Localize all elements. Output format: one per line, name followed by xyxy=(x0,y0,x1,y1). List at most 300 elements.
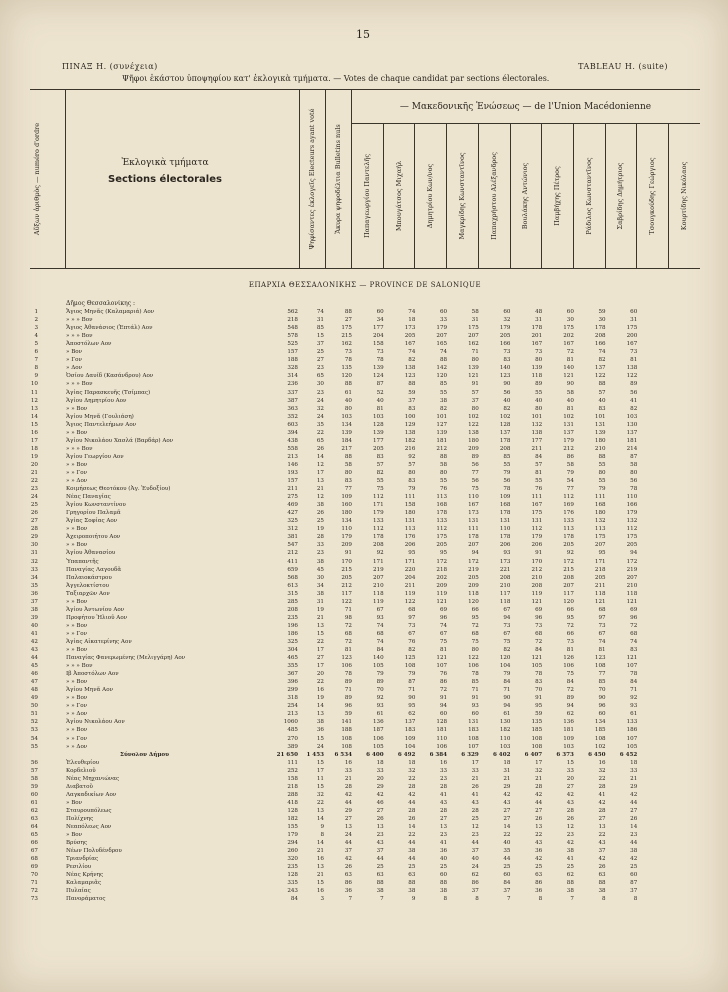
voters-cell: 128 xyxy=(287,872,298,879)
candidate-vote-cell: 123 xyxy=(341,655,352,662)
candidate-vote-cell: 55 xyxy=(598,478,606,485)
candidate-vote-cell: 119 xyxy=(436,590,448,597)
candidate-vote-cell: 42 xyxy=(630,856,638,863)
candidate-name-header: Δημητρίου Κων/νος xyxy=(426,163,435,229)
candidate-vote-cell: 80 xyxy=(344,405,352,412)
candidate-vote-cell: 32 xyxy=(408,767,416,774)
party-underline xyxy=(351,123,700,124)
candidate-vote-cell: 79 xyxy=(598,486,606,493)
candidate-vote-cell: 28 xyxy=(566,807,574,814)
invalid-cell: 12 xyxy=(316,461,324,468)
row-number: 59 xyxy=(30,783,38,790)
row-number: 53 xyxy=(30,727,38,734)
candidate-vote-cell: 120 xyxy=(499,655,511,662)
candidate-vote-cell: 210 xyxy=(594,445,606,452)
table-row xyxy=(30,549,700,557)
invalid-cell: 21 xyxy=(316,872,324,879)
candidate-vote-cell: 73 xyxy=(566,638,574,645)
candidate-vote-cell: 82 xyxy=(376,469,384,476)
voters-cell: 111 xyxy=(287,759,298,766)
candidate-vote-cell: 69 xyxy=(439,606,448,613)
candidate-vote-cell: 25 xyxy=(408,864,416,871)
candidate-vote-cell: 180 xyxy=(594,437,606,444)
candidate-vote-cell: 8 xyxy=(443,896,448,903)
row-number: 73 xyxy=(30,896,38,903)
voters-cell: 325 xyxy=(287,518,298,525)
candidate-vote-cell: 80 xyxy=(471,647,479,654)
candidate-vote-cell: 207 xyxy=(436,333,448,340)
row-number: 49 xyxy=(30,695,38,702)
section-name: » » Βον xyxy=(66,598,88,605)
candidate-vote-cell: 73 xyxy=(408,622,416,629)
voters-cell: 396 xyxy=(287,679,298,686)
candidate-vote-cell: 72 xyxy=(471,622,479,629)
candidate-vote-cell: 88 xyxy=(408,880,416,887)
candidate-vote-cell: 128 xyxy=(436,719,448,726)
candidate-vote-cell: 58 xyxy=(566,461,574,468)
candidate-vote-cell: 210 xyxy=(626,582,638,589)
candidate-vote-cell: 90 xyxy=(503,695,511,702)
row-number: 29 xyxy=(30,534,38,541)
section-name: » » » Βον xyxy=(66,381,93,388)
candidate-vote-cell: 23 xyxy=(471,832,479,839)
table-row xyxy=(30,485,700,493)
candidate-vote-cell: 74 xyxy=(376,622,384,629)
candidate-vote-cell: 131 xyxy=(468,719,479,726)
section-name: » » » Βον xyxy=(66,445,93,452)
candidate-vote-cell: 96 xyxy=(630,614,638,621)
row-number: 11 xyxy=(30,389,38,396)
voters-cell: 188 xyxy=(287,357,298,364)
candidate-vote-cell: 110 xyxy=(626,494,638,501)
candidate-vote-cell: 121 xyxy=(436,655,448,662)
candidate-vote-cell: 18 xyxy=(376,759,384,766)
candidate-vote-cell: 37 xyxy=(471,848,479,855)
candidate-vote-cell: 58 xyxy=(344,461,352,468)
candidate-vote-cell: 82 xyxy=(503,405,511,412)
section-name: » » Βον xyxy=(66,647,88,654)
row-number: 69 xyxy=(30,864,38,871)
voters-cell: 568 xyxy=(287,574,298,581)
candidate-vote-cell: 167 xyxy=(563,341,574,348)
candidate-vote-cell: 178 xyxy=(499,437,511,444)
candidate-vote-cell: 44 xyxy=(471,840,479,847)
candidate-vote-cell: 84 xyxy=(535,453,543,460)
candidate-vote-cell: 88 xyxy=(439,453,448,460)
table-subtitle: Ψῆφοι ἑκάστου ὑποψηφίου κατ' ἐκλογικὰ τμήματα. — Votes de chaque candidat par sections électorales. xyxy=(122,74,550,83)
candidate-vote-cell: 13 xyxy=(344,824,352,831)
candidate-vote-cell: 178 xyxy=(499,534,511,541)
candidate-vote-cell: 82 xyxy=(630,405,638,412)
row-number: 20 xyxy=(30,461,38,468)
candidate-vote-cell: 84 xyxy=(376,647,384,654)
candidate-vote-cell: 23 xyxy=(439,775,448,782)
candidate-vote-cell: 168 xyxy=(499,502,511,509)
candidate-vote-cell: 43 xyxy=(439,799,448,806)
column-divider xyxy=(325,90,326,268)
candidate-vote-cell: 55 xyxy=(439,389,448,396)
candidate-vote-cell: 37 xyxy=(471,397,479,404)
candidate-vote-cell: 162 xyxy=(468,341,479,348)
candidate-vote-cell: 63 xyxy=(376,872,384,879)
candidate-vote-cell: 60 xyxy=(439,872,448,879)
invalid-cell: 23 xyxy=(316,389,324,396)
candidate-vote-cell: 89 xyxy=(566,695,574,702)
candidate-vote-cell: 33 xyxy=(376,767,384,774)
candidate-vote-cell: 82 xyxy=(408,647,416,654)
voters-cell: 218 xyxy=(287,783,298,790)
voters-cell: 315 xyxy=(287,590,298,597)
candidate-vote-cell: 31 xyxy=(630,317,638,324)
candidate-vote-cell: 42 xyxy=(598,799,606,806)
voters-cell: 381 xyxy=(287,534,298,541)
candidate-vote-cell: 75 xyxy=(376,486,384,493)
section-name: Ἁγίας Σοφίας Αον xyxy=(66,518,118,525)
candidate-vote-cell: 135 xyxy=(341,365,352,372)
candidate-vote-cell: 48 xyxy=(535,309,543,316)
candidate-vote-cell: 110 xyxy=(499,735,511,742)
candidate-vote-cell: 55 xyxy=(535,389,543,396)
candidate-vote-cell: 60 xyxy=(503,309,511,316)
candidate-vote-cell: 110 xyxy=(436,735,448,742)
candidate-vote-cell: 108 xyxy=(531,743,543,750)
candidate-vote-cell: 158 xyxy=(404,502,416,509)
candidate-vote-cell: 102 xyxy=(563,413,574,420)
voters-cell: 328 xyxy=(287,365,298,372)
table-row xyxy=(30,453,700,461)
candidate-vote-cell: 60 xyxy=(598,711,606,718)
candidate-vote-cell: 77 xyxy=(344,486,352,493)
candidate-vote-cell: 181 xyxy=(563,727,574,734)
candidate-vote-cell: 80 xyxy=(408,469,416,476)
candidate-vote-cell: 97 xyxy=(598,614,606,621)
page-number: 15 xyxy=(356,28,370,41)
candidate-vote-cell: 31 xyxy=(503,767,511,774)
candidate-vote-cell: 131 xyxy=(563,421,574,428)
invalid-cell: 8 xyxy=(320,832,324,839)
candidate-vote-cell: 41 xyxy=(566,856,574,863)
candidate-vote-cell: 106 xyxy=(341,663,352,670)
section-name: Σταυρουπόλεως xyxy=(66,807,112,814)
voters-cell: 427 xyxy=(287,510,298,517)
section-name: Καλαμαριᾶς xyxy=(66,880,102,887)
candidate-vote-cell: 91 xyxy=(535,550,543,557)
candidate-vote-cell: 37 xyxy=(503,888,511,895)
candidate-vote-cell: 204 xyxy=(404,574,416,581)
candidate-vote-cell: 91 xyxy=(439,695,448,702)
section-name: » » Γον xyxy=(66,469,88,476)
section-name: Ἁγίου Νικολάου Αον xyxy=(66,719,125,726)
invalid-cell: 14 xyxy=(316,840,324,847)
candidate-vote-cell: 205 xyxy=(341,574,352,581)
section-name: Ἀγγελοκτίστου xyxy=(66,582,110,589)
candidate-vote-cell: 95 xyxy=(566,614,574,621)
candidate-vote-cell: 41 xyxy=(598,791,606,798)
section-name: Δῆμος Θεσσαλονίκης : xyxy=(66,300,136,307)
candidate-vote-cell: 68 xyxy=(535,630,543,637)
candidate-vote-cell: 141 xyxy=(341,719,352,726)
candidate-vote-cell: 183 xyxy=(404,727,416,734)
section-name: » » Βον xyxy=(66,429,88,436)
candidate-vote-cell: 106 xyxy=(373,735,384,742)
candidate-vote-cell: 180 xyxy=(468,437,479,444)
candidate-vote-cell: 67 xyxy=(439,630,448,637)
candidate-vote-cell: 13 xyxy=(439,824,448,831)
voters-cell: 394 xyxy=(287,429,298,436)
candidate-vote-cell: 85 xyxy=(439,381,448,388)
invalid-cell: 37 xyxy=(316,341,324,348)
candidate-vote-cell: 168 xyxy=(436,502,448,509)
row-number: 58 xyxy=(30,775,38,782)
section-name: Πολίχνης xyxy=(66,816,94,822)
candidate-vote-cell: 72 xyxy=(630,622,638,629)
voters-cell: 186 xyxy=(287,630,298,637)
section-name: » » Γον xyxy=(66,703,88,710)
candidate-vote-cell: 6 329 xyxy=(461,751,479,758)
candidate-vote-cell: 208 xyxy=(499,445,511,452)
table-row xyxy=(30,574,700,582)
candidate-vote-cell: 75 xyxy=(471,486,479,493)
row-number: 2 xyxy=(34,317,38,324)
invalid-cell: 45 xyxy=(316,566,324,573)
candidate-vote-cell: 122 xyxy=(594,373,606,380)
section-name: » » Βον xyxy=(66,542,88,549)
candidate-vote-cell: 68 xyxy=(376,630,384,637)
table-row xyxy=(30,461,700,469)
candidate-vote-cell: 25 xyxy=(439,864,448,871)
candidate-vote-cell: 16 xyxy=(598,759,606,766)
row-number: 45 xyxy=(30,663,38,670)
candidate-vote-cell: 40 xyxy=(503,397,511,404)
candidate-vote-cell: 165 xyxy=(436,341,448,348)
candidate-vote-cell: 207 xyxy=(373,574,384,581)
candidate-name-header: Μαγκρίδης Κωνσταντῖνος xyxy=(457,152,466,240)
candidate-vote-cell: 17 xyxy=(471,759,479,766)
candidate-vote-cell: 78 xyxy=(471,671,479,678)
section-name: » » Βον xyxy=(66,526,88,533)
candidate-vote-cell: 6 492 xyxy=(397,751,416,758)
invalid-cell: 38 xyxy=(316,719,324,726)
candidate-vote-cell: 109 xyxy=(341,494,352,501)
candidate-vote-cell: 209 xyxy=(468,445,479,452)
candidate-vote-cell: 128 xyxy=(373,421,384,428)
candidate-vote-cell: 171 xyxy=(373,502,384,509)
candidate-vote-cell: 75 xyxy=(471,638,479,645)
candidate-vote-cell: 37 xyxy=(408,397,416,404)
candidate-vote-cell: 209 xyxy=(468,582,479,589)
candidate-vote-cell: 58 xyxy=(566,389,574,396)
row-number: 17 xyxy=(30,437,38,444)
voters-cell: 603 xyxy=(287,421,298,428)
candidate-vote-cell: 78 xyxy=(630,486,638,493)
voters-cell: 196 xyxy=(287,622,298,629)
candidate-vote-cell: 62 xyxy=(566,872,574,879)
candidate-vote-cell: 91 xyxy=(471,381,479,388)
candidate-vote-cell: 82 xyxy=(503,647,511,654)
candidate-vote-cell: 88 xyxy=(376,880,384,887)
candidate-vote-cell: 122 xyxy=(468,421,479,428)
voters-cell: 318 xyxy=(287,695,298,702)
candidate-vote-cell: 112 xyxy=(626,526,638,533)
candidate-vote-cell: 107 xyxy=(468,743,479,750)
candidate-vote-cell: 6 400 xyxy=(366,751,384,758)
candidate-vote-cell: 221 xyxy=(499,566,511,573)
column-divider xyxy=(299,90,300,268)
candidate-vote-cell: 105 xyxy=(531,663,543,670)
candidate-vote-cell: 207 xyxy=(563,582,574,589)
candidate-vote-cell: 88 xyxy=(598,880,606,887)
table-row xyxy=(30,831,700,839)
candidate-vote-cell: 134 xyxy=(341,421,352,428)
row-number: 19 xyxy=(30,453,38,460)
candidate-vote-cell: 82 xyxy=(439,405,448,412)
section-name: Ὑπαπαντῆς xyxy=(66,558,99,565)
candidate-vote-cell: 81 xyxy=(598,647,606,654)
invalid-cell: 15 xyxy=(316,880,324,887)
section-name: » » Βον xyxy=(66,695,88,702)
candidate-vote-cell: 201 xyxy=(531,333,543,340)
row-number: 21 xyxy=(30,469,38,476)
table-row xyxy=(30,847,700,855)
candidate-vote-cell: 171 xyxy=(404,558,416,565)
candidate-vote-cell: 208 xyxy=(563,574,574,581)
candidate-vote-cell: 43 xyxy=(535,840,543,847)
candidate-vote-cell: 8 xyxy=(475,896,479,903)
candidate-vote-cell: 167 xyxy=(468,502,479,509)
candidate-vote-cell: 73 xyxy=(376,349,384,356)
invalid-cell: 19 xyxy=(316,695,324,702)
candidate-vote-cell: 220 xyxy=(404,566,416,573)
table-row xyxy=(30,614,700,622)
candidate-vote-cell: 172 xyxy=(468,558,479,565)
candidate-vote-cell: 76 xyxy=(439,671,448,678)
candidate-vote-cell: 207 xyxy=(626,574,638,581)
candidate-vote-cell: 80 xyxy=(535,405,543,412)
table-row xyxy=(30,558,700,566)
candidate-vote-cell: 37 xyxy=(630,888,638,895)
invalid-cell: 26 xyxy=(316,510,324,517)
candidate-column-divider xyxy=(510,123,511,268)
candidate-vote-cell: 25 xyxy=(376,864,384,871)
candidate-vote-cell: 175 xyxy=(594,534,606,541)
table-row xyxy=(30,308,700,316)
candidate-vote-cell: 56 xyxy=(503,389,511,396)
candidate-vote-cell: 121 xyxy=(594,598,606,605)
candidate-vote-cell: 18 xyxy=(408,759,416,766)
row-number: 68 xyxy=(30,856,38,863)
candidate-vote-cell: 108 xyxy=(404,663,416,670)
candidate-vote-cell: 167 xyxy=(531,502,543,509)
table-row xyxy=(30,759,700,767)
candidate-vote-cell: 72 xyxy=(535,638,543,645)
section-name: » » Γον xyxy=(66,735,88,742)
table-title-french: TABLEAU H. (suite) xyxy=(578,62,668,71)
table-row xyxy=(30,791,700,799)
candidate-vote-cell: 38 xyxy=(630,848,638,855)
candidate-vote-cell: 118 xyxy=(626,590,638,597)
candidate-vote-cell: 32 xyxy=(503,317,511,324)
candidate-vote-cell: 182 xyxy=(404,437,416,444)
candidate-vote-cell: 90 xyxy=(503,381,511,388)
candidate-vote-cell: 91 xyxy=(535,695,543,702)
candidate-vote-cell: 63 xyxy=(344,872,352,879)
candidate-vote-cell: 44 xyxy=(344,840,352,847)
candidate-vote-cell: 217 xyxy=(341,445,352,452)
voters-cell: 613 xyxy=(287,582,298,589)
invalid-cell: 15 xyxy=(316,630,324,637)
candidate-vote-cell: 118 xyxy=(373,590,384,597)
candidate-vote-cell: 87 xyxy=(630,453,638,460)
candidate-vote-cell: 36 xyxy=(535,888,543,895)
invalid-cell: 15 xyxy=(316,735,324,742)
candidate-vote-cell: 84 xyxy=(535,647,543,654)
candidate-vote-cell: 6 452 xyxy=(619,751,638,758)
row-number: 54 xyxy=(30,735,38,742)
invalid-cell: 32 xyxy=(316,405,324,412)
candidate-vote-cell: 121 xyxy=(468,373,479,380)
voters-cell: 548 xyxy=(287,325,298,332)
candidate-vote-cell: 104 xyxy=(404,743,416,750)
candidate-vote-cell: 38 xyxy=(408,888,416,895)
candidate-vote-cell: 208 xyxy=(531,582,543,589)
section-name: Πανοράματος xyxy=(66,896,106,903)
invalid-cell: 38 xyxy=(316,590,324,597)
candidate-vote-cell: 175 xyxy=(626,534,638,541)
candidate-vote-cell: 132 xyxy=(626,518,638,525)
voters-cell: 304 xyxy=(287,647,298,654)
candidate-vote-cell: 44 xyxy=(535,799,543,806)
section-name: Ἀποστόλων Αον xyxy=(66,341,112,348)
table-row xyxy=(30,501,700,509)
candidate-vote-cell: 105 xyxy=(373,743,384,750)
voters-cell: 146 xyxy=(287,461,298,468)
candidate-vote-cell: 59 xyxy=(344,711,352,718)
candidate-vote-cell: 21 xyxy=(535,775,543,782)
candidate-vote-cell: 44 xyxy=(408,840,416,847)
candidate-vote-cell: 170 xyxy=(531,558,543,565)
candidate-vote-cell: 26 xyxy=(535,816,543,822)
candidate-vote-cell: 219 xyxy=(373,566,384,573)
candidate-vote-cell: 25 xyxy=(471,816,479,822)
candidate-vote-cell: 88 xyxy=(439,880,448,887)
candidate-vote-cell: 218 xyxy=(594,566,606,573)
candidate-vote-cell: 177 xyxy=(373,437,384,444)
row-number: 36 xyxy=(30,590,38,597)
candidate-vote-cell: 13 xyxy=(598,824,606,831)
candidate-vote-cell: 177 xyxy=(373,325,384,332)
candidate-vote-cell: 56 xyxy=(630,478,638,485)
invalid-cell: 15 xyxy=(316,333,324,340)
table-row xyxy=(30,654,700,662)
candidate-column-divider xyxy=(605,123,606,268)
row-number: 37 xyxy=(30,598,38,605)
candidate-vote-cell: 60 xyxy=(471,711,479,718)
invalid-cell: 23 xyxy=(316,365,324,372)
candidate-vote-cell: 55 xyxy=(439,478,448,485)
row-number: 31 xyxy=(30,550,38,557)
candidate-vote-cell: 86 xyxy=(535,880,543,887)
voters-cell: 1060 xyxy=(283,719,298,726)
candidate-vote-cell: 79 xyxy=(503,469,511,476)
candidate-vote-cell: 205 xyxy=(436,542,448,549)
row-number: 3 xyxy=(34,325,38,332)
candidate-vote-cell: 89 xyxy=(344,695,352,702)
candidate-vote-cell: 86 xyxy=(566,453,574,460)
candidate-vote-cell: 27 xyxy=(566,783,574,790)
candidate-vote-cell: 73 xyxy=(598,622,606,629)
invalid-cell: 3 xyxy=(320,896,324,903)
candidate-vote-cell: 36 xyxy=(439,848,448,855)
